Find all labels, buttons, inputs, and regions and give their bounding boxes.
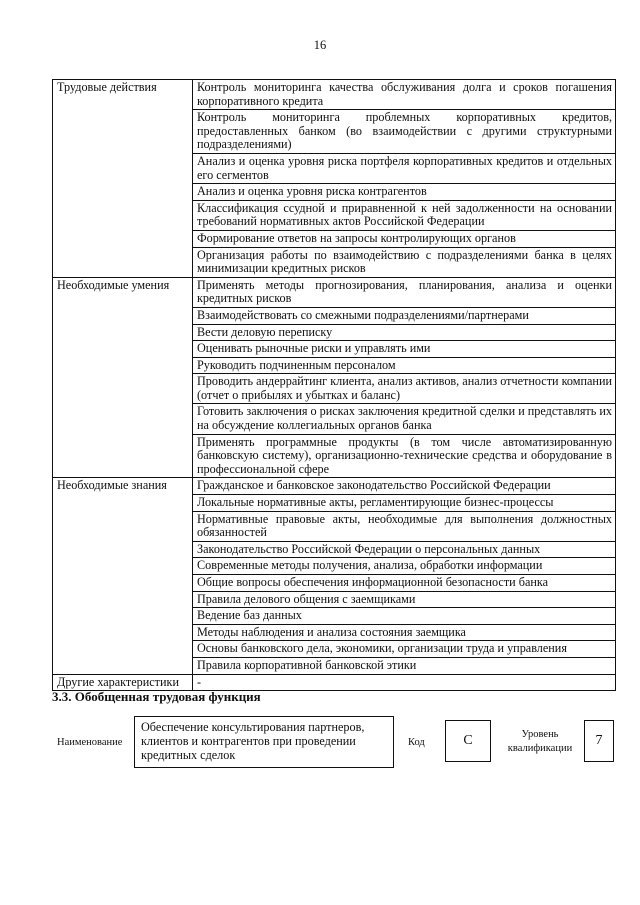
table-cell-item: Правила корпоративной банковской этики — [193, 657, 616, 674]
group-label: Трудовые действия — [53, 80, 193, 278]
name-label: Наименование — [57, 737, 123, 748]
table-cell-item: Готовить заключения о рисках заключения кредитной сделки и представлять их на обсуждение коллегиальных органов банка — [193, 404, 616, 434]
table-cell-item: Правила делового общения с заемщиками — [193, 591, 616, 608]
table-cell-item: Оценивать рыночные риски и управлять ими — [193, 341, 616, 358]
group-label: Необходимые знания — [53, 478, 193, 674]
table-cell-item: Основы банковского дела, экономики, организации труда и управления — [193, 641, 616, 658]
table-cell-item: Вести деловую переписку — [193, 324, 616, 341]
table-cell-item: Анализ и оценка уровня риска портфеля корпоративных кредитов и отдельных его сегментов — [193, 153, 616, 183]
code-value-box: C — [445, 720, 491, 762]
level-value-box: 7 — [584, 720, 614, 762]
table-cell-item: Нормативные правовые акты, необходимые для выполнения должностных обязанностей — [193, 511, 616, 541]
table-row — [53, 80, 616, 110]
table-cell-item: Контроль мониторинга проблемных корпоративных кредитов, предоставленных банком (во взаимодействии с другими структурными подразделениями) — [193, 110, 616, 154]
table-cell-item: Анализ и оценка уровня риска контрагентов — [193, 184, 616, 201]
page-number: 16 — [313, 38, 327, 52]
code-label: Код — [408, 737, 425, 748]
table-cell-item: Локальные нормативные акты, регламентирующие бизнес-процессы — [193, 495, 616, 512]
table-cell-item: Применять программные продукты (в том числе автоматизированную банковскую систему), организационно-технические средства и оборудование в профессиональной сфере — [193, 434, 616, 478]
table-cell-item: Взаимодействовать со смежными подразделениями/партнерами — [193, 307, 616, 324]
table-cell-item: Ведение баз данных — [193, 608, 616, 625]
table-cell-item: Применять методы прогнозирования, планирования, анализа и оценки кредитных рисков — [193, 277, 616, 307]
table-cell-item: Руководить подчиненным персоналом — [193, 357, 616, 374]
table-cell-item: Организация работы по взаимодействию с подразделениями банка в целях минимизации кредитных рисков — [193, 247, 616, 277]
table-row — [53, 277, 616, 307]
table-cell-item: Законодательство Российской Федерации о персональных данных — [193, 541, 616, 558]
group-label: Необходимые умения — [53, 277, 193, 478]
section-title: 3.3. Обобщенная трудовая функция — [52, 689, 261, 704]
table-cell-item: Контроль мониторинга качества обслуживания долга и сроков погашения корпоративного кредита — [193, 80, 616, 110]
table-cell-item: Общие вопросы обеспечения информационной безопасности банка — [193, 575, 616, 592]
table-cell-item: - — [193, 674, 616, 691]
group-label: Другие характеристики — [53, 674, 193, 691]
table-cell-item: Формирование ответов на запросы контролирующих органов — [193, 230, 616, 247]
table-cell-item: Классификация ссудной и приравненной к ней задолженности на основании требований нормативных актов Российской Федерации — [193, 200, 616, 230]
table-cell-item: Методы наблюдения и анализа состояния заемщика — [193, 624, 616, 641]
table-row — [53, 478, 616, 495]
name-value-box: Обеспечение консультирования партнеров, клиентов и контрагентов при проведении кредитных сделок — [134, 716, 394, 768]
table-cell-item: Проводить андеррайтинг клиента, анализ активов, анализ отчетности компании (отчет о прибылях и убытках и баланс) — [193, 374, 616, 404]
level-label: Уровень квалификации — [507, 729, 573, 754]
table-cell-item: Современные методы получения, анализа, обработки информации — [193, 558, 616, 575]
table-cell-item: Гражданское и банковское законодательство Российской Федерации — [193, 478, 616, 495]
labor-function-table — [52, 79, 616, 691]
